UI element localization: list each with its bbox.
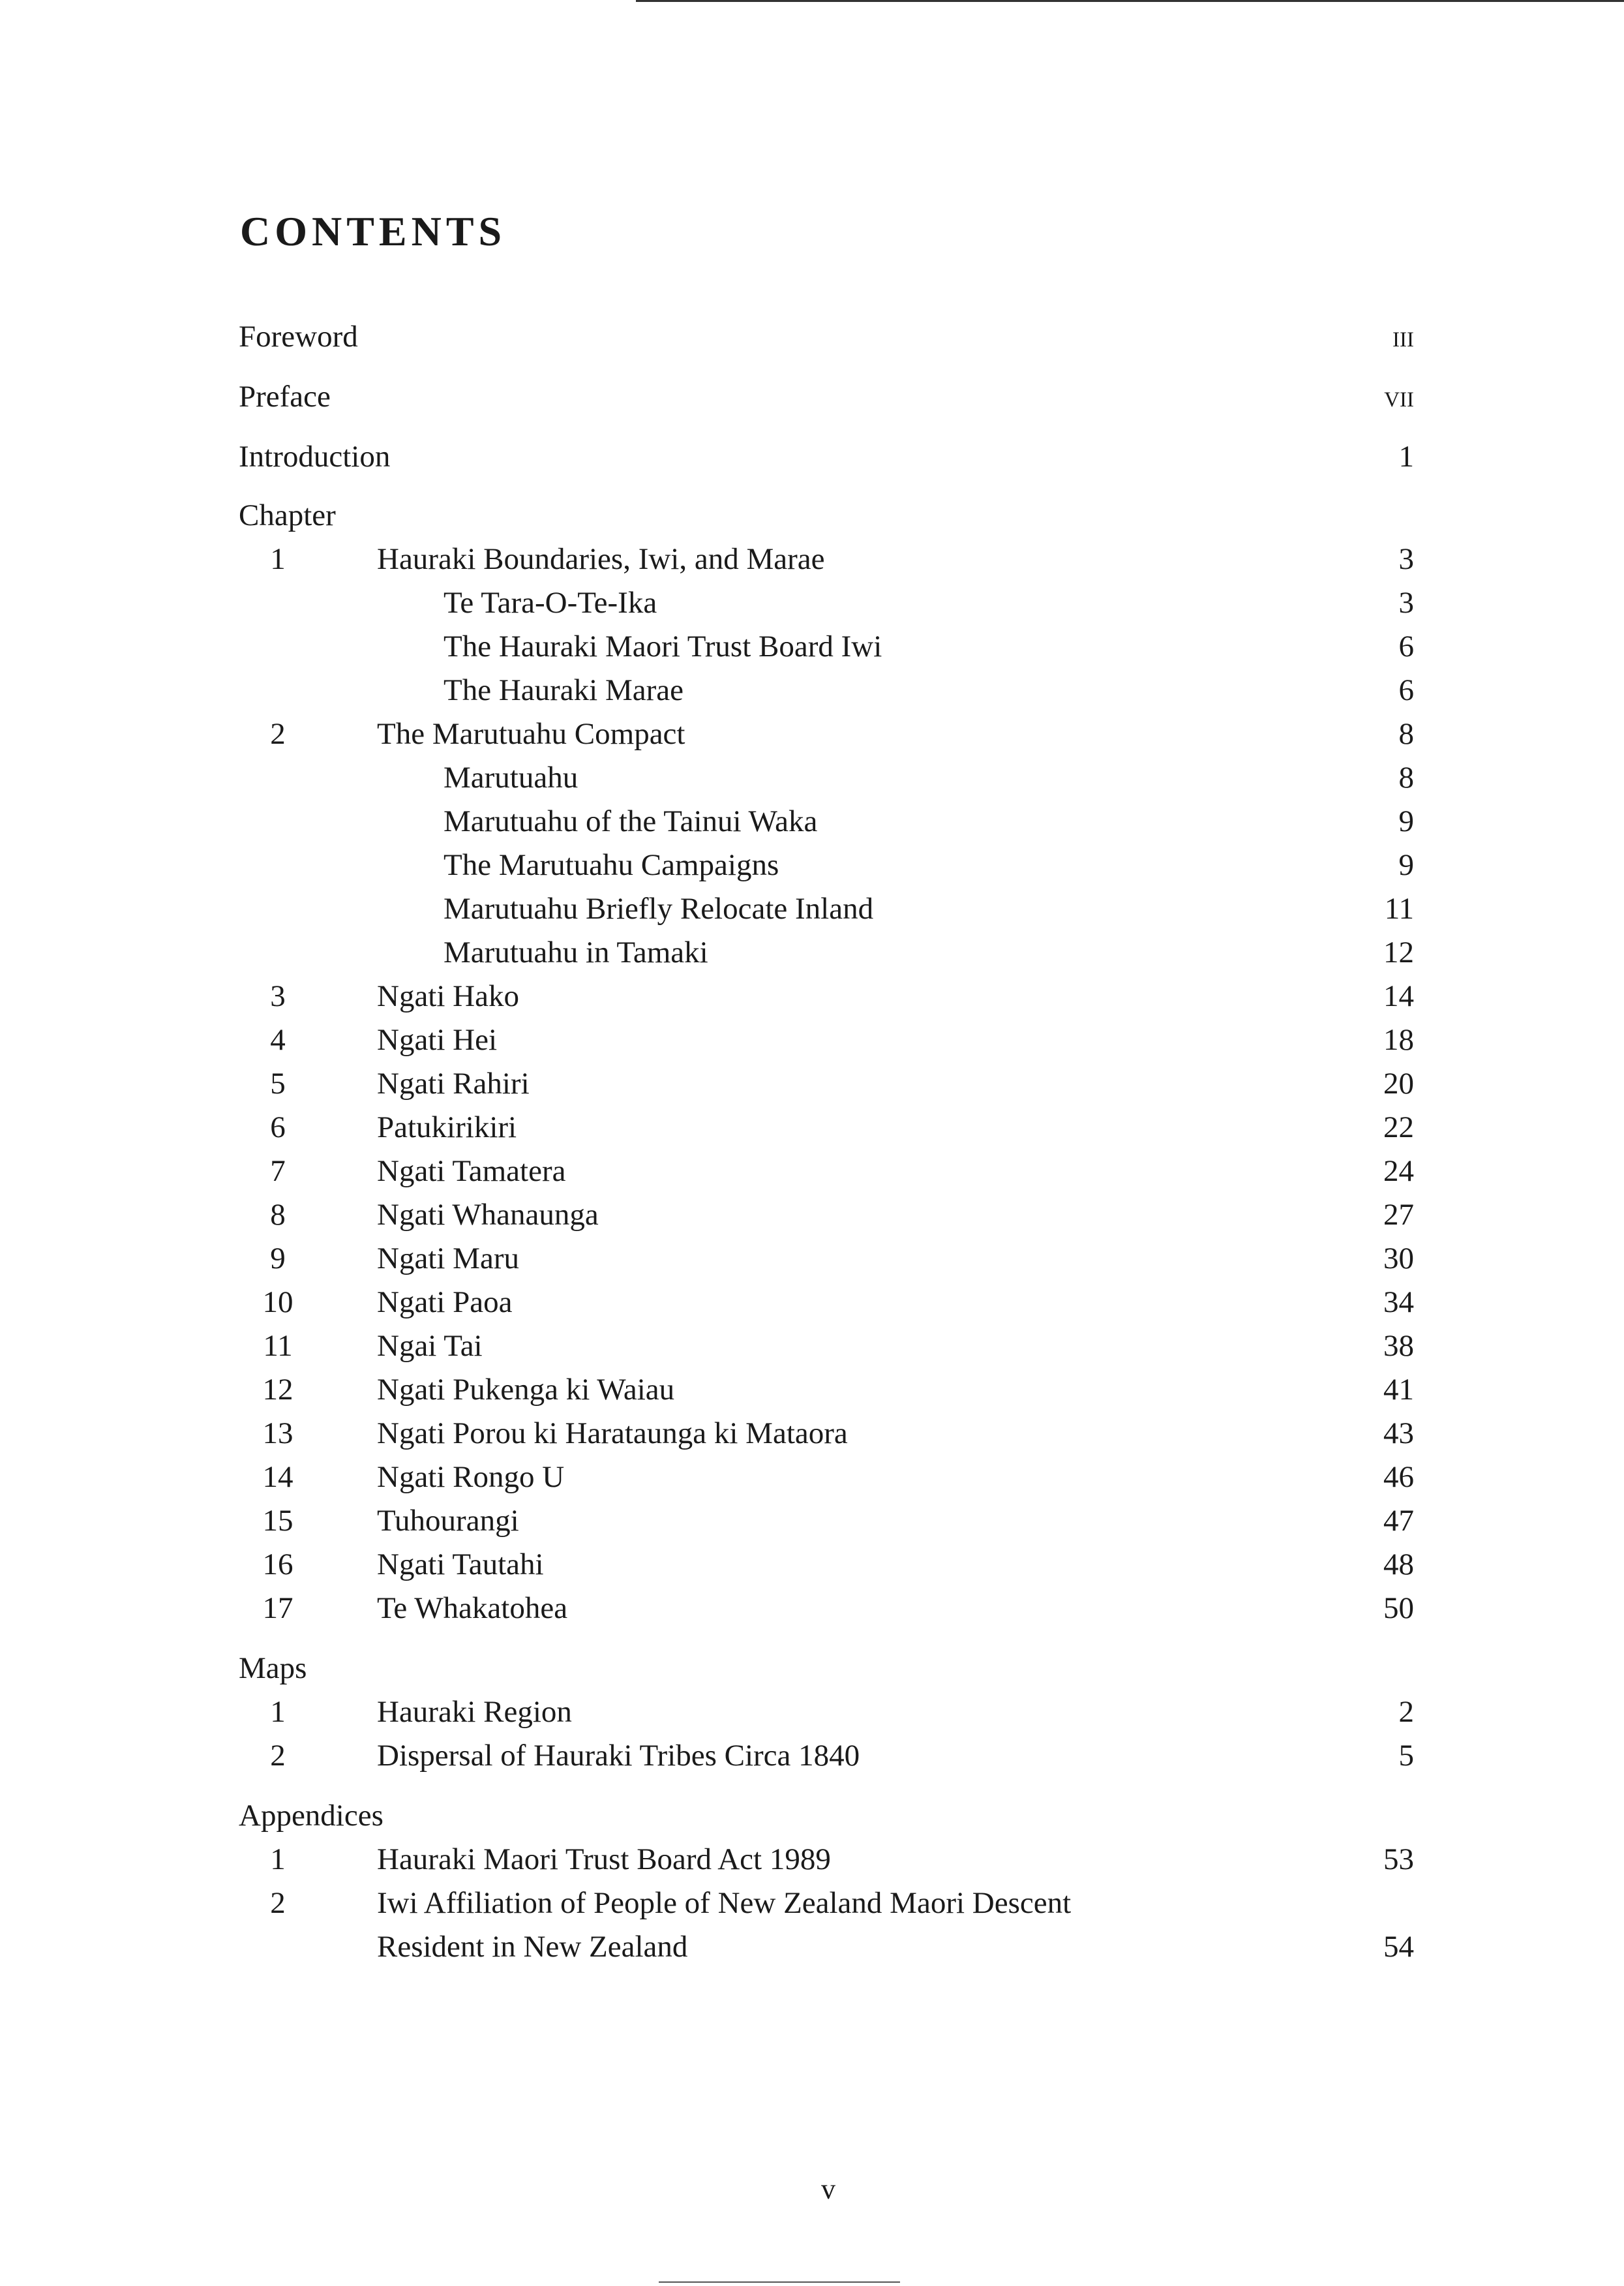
chapter-number: 3	[270, 979, 286, 1013]
toc-entry-introduction[interactable]	[0, 437, 1624, 476]
toc-entry-label: Iwi Affiliation of People of New Zealand Maori Descent	[377, 1886, 1072, 1920]
toc-entry-page: 8	[1398, 717, 1414, 751]
chapter-number: 1	[270, 542, 286, 576]
chapter-number: 11	[263, 1329, 293, 1363]
toc-entry-page: 38	[1383, 1329, 1414, 1363]
toc-entry-page: 14	[1383, 979, 1414, 1013]
chapter-number: 16	[262, 1547, 293, 1581]
maps-heading: Maps	[239, 1651, 307, 1685]
toc-entry-label: Ngai Tai	[377, 1329, 483, 1363]
toc-entry-page: 9	[1398, 804, 1414, 838]
toc-entry-page: vii	[1384, 380, 1414, 414]
toc-entry-label: Marutuahu in Tamaki	[444, 936, 708, 969]
toc-entry-page: 3	[1398, 586, 1414, 620]
toc-entry-label: Introduction	[239, 440, 391, 474]
toc-entry-page: 54	[1383, 1930, 1414, 1964]
toc-entry-label: Preface	[239, 380, 331, 414]
toc-entry-label: Dispersal of Hauraki Tribes Circa 1840	[377, 1739, 860, 1773]
toc-entry-subsection[interactable]	[0, 802, 1624, 841]
chapter-number: 8	[270, 1198, 286, 1232]
toc-entry-subsection[interactable]	[0, 583, 1624, 622]
toc-entry-page: 3	[1398, 542, 1414, 576]
toc-entry-chapter[interactable]	[0, 1326, 1624, 1365]
toc-entry-label: Ngati Pukenga ki Waiau	[377, 1373, 675, 1407]
chapter-heading: Chapter	[239, 498, 336, 532]
toc-entry-label: Foreword	[239, 320, 358, 354]
toc-entry-subsection[interactable]	[0, 846, 1624, 885]
toc-entry-label: Marutuahu	[444, 761, 579, 795]
toc-entry-label: Ngati Whanaunga	[377, 1198, 599, 1232]
toc-entry-map[interactable]	[0, 1692, 1624, 1731]
toc-entry-chapter[interactable]	[0, 1283, 1624, 1322]
toc-entry-chapter[interactable]	[0, 714, 1624, 754]
toc-entry-page: 41	[1383, 1373, 1414, 1407]
toc-entry-page: 20	[1383, 1067, 1414, 1101]
page-number: v	[821, 2173, 835, 2205]
toc-entry-subsection[interactable]	[0, 933, 1624, 972]
toc-entry-chapter[interactable]	[0, 1064, 1624, 1103]
toc-entry-label: The Hauraki Maori Trust Board Iwi	[444, 630, 882, 663]
chapter-number: 15	[262, 1504, 293, 1538]
chapter-number: 6	[270, 1110, 286, 1144]
toc-entry-page: 34	[1383, 1285, 1414, 1319]
toc-entry-label: Ngati Rongo U	[377, 1460, 565, 1494]
chapter-number: 4	[270, 1023, 286, 1057]
toc-entry-chapter[interactable]	[0, 540, 1624, 579]
toc-entry-page: 24	[1383, 1154, 1414, 1188]
toc-entry-label: Ngati Maru	[377, 1242, 519, 1275]
toc-entry-chapter[interactable]	[0, 1239, 1624, 1278]
chapter-number: 13	[262, 1416, 293, 1450]
toc-entry-label: Patukirikiri	[377, 1110, 517, 1144]
toc-entry-appendix[interactable]	[0, 1840, 1624, 1879]
map-number: 1	[270, 1695, 286, 1729]
page-title: CONTENTS	[240, 208, 507, 254]
toc-entry-label: Ngati Porou ki Harataunga ki Mataora	[377, 1416, 848, 1450]
toc-entry-label: Te Whakatohea	[377, 1591, 568, 1625]
chapter-number: 5	[270, 1067, 286, 1101]
toc-entry-label: Hauraki Boundaries, Iwi, and Marae	[377, 542, 825, 576]
toc-entry-label: Resident in New Zealand	[377, 1930, 688, 1964]
toc-entry-label: Hauraki Maori Trust Board Act 1989	[377, 1842, 831, 1876]
toc-entry-page: 8	[1398, 761, 1414, 795]
toc-entry-page: 5	[1398, 1739, 1414, 1773]
appendices-heading: Appendices	[239, 1799, 383, 1833]
toc-entry-map[interactable]	[0, 1736, 1624, 1775]
toc-entry-page: 53	[1383, 1842, 1414, 1876]
toc-entry-foreword[interactable]	[0, 317, 1624, 356]
toc-entry-page: 27	[1383, 1198, 1414, 1232]
toc-entry-appendix[interactable]	[0, 1883, 1624, 1923]
toc-entry-subsection[interactable]	[0, 889, 1624, 928]
toc-entry-page: 48	[1383, 1547, 1414, 1581]
toc-entry-chapter[interactable]	[0, 1151, 1624, 1191]
toc-entry-preface[interactable]	[0, 377, 1624, 416]
toc-entry-label: Ngati Tautahi	[377, 1547, 544, 1581]
toc-entry-chapter[interactable]	[0, 1457, 1624, 1497]
toc-entry-chapter[interactable]	[0, 1545, 1624, 1584]
chapter-number: 17	[262, 1591, 293, 1625]
toc-entry-chapter[interactable]	[0, 1195, 1624, 1234]
toc-entry-page: 1	[1398, 440, 1414, 474]
toc-entry-page: iii	[1392, 320, 1414, 354]
toc-entry-page: 9	[1398, 848, 1414, 882]
toc-entry-label: Te Tara-O-Te-Ika	[444, 586, 657, 620]
toc-entry-label: Ngati Tamatera	[377, 1154, 566, 1188]
toc-entry-chapter[interactable]	[0, 1501, 1624, 1540]
toc-entry-page: 30	[1383, 1242, 1414, 1275]
toc-entry-page: 6	[1398, 630, 1414, 663]
toc-entry-chapter[interactable]	[0, 1108, 1624, 1147]
toc-entry-label: Ngati Paoa	[377, 1285, 513, 1319]
toc-entry-page: 22	[1383, 1110, 1414, 1144]
toc-entry-page: 2	[1398, 1695, 1414, 1729]
toc-entry-label: Tuhourangi	[377, 1504, 519, 1538]
toc-entry-page: 43	[1383, 1416, 1414, 1450]
toc-entry-page: 46	[1383, 1460, 1414, 1494]
toc-entry-page: 6	[1398, 673, 1414, 707]
toc-entry-page: 50	[1383, 1591, 1414, 1625]
toc-entry-label: Marutuahu of the Tainui Waka	[444, 804, 818, 838]
toc-entry-label: The Marutuahu Campaigns	[444, 848, 779, 882]
appendix-number: 2	[270, 1886, 286, 1920]
toc-entry-page: 12	[1383, 936, 1414, 969]
toc-entry-label: Ngati Rahiri	[377, 1067, 530, 1101]
toc-entry-page: 11	[1384, 892, 1414, 926]
toc-entry-subsection[interactable]	[0, 671, 1624, 710]
toc-entry-label: Marutuahu Briefly Relocate Inland	[444, 892, 874, 926]
toc-entry-chapter[interactable]	[0, 1020, 1624, 1059]
toc-entry-page: 47	[1383, 1504, 1414, 1538]
toc-entry-label: Hauraki Region	[377, 1695, 572, 1729]
toc-entry-chapter[interactable]	[0, 1370, 1624, 1409]
toc-entry-page: 18	[1383, 1023, 1414, 1057]
bottom-rule	[659, 2281, 900, 2283]
toc-entry-label: Ngati Hei	[377, 1023, 498, 1057]
chapter-number: 10	[262, 1285, 293, 1319]
toc-entry-chapter[interactable]	[0, 977, 1624, 1016]
chapter-number: 14	[262, 1460, 293, 1494]
toc-entry-appendix-continued[interactable]	[0, 1927, 1624, 1966]
appendix-number: 1	[270, 1842, 286, 1876]
toc-entry-subsection[interactable]	[0, 627, 1624, 666]
toc-entry-subsection[interactable]	[0, 758, 1624, 797]
chapter-number: 7	[270, 1154, 286, 1188]
toc-entry-label: The Hauraki Marae	[444, 673, 684, 707]
toc-entry-chapter[interactable]	[0, 1589, 1624, 1628]
chapter-number: 12	[262, 1373, 293, 1407]
chapter-number: 2	[270, 717, 286, 751]
map-number: 2	[270, 1739, 286, 1773]
toc-entry-label: Ngati Hako	[377, 979, 519, 1013]
toc-entry-chapter[interactable]	[0, 1414, 1624, 1453]
chapter-number: 9	[270, 1242, 286, 1275]
toc-entry-label: The Marutuahu Compact	[377, 717, 685, 751]
